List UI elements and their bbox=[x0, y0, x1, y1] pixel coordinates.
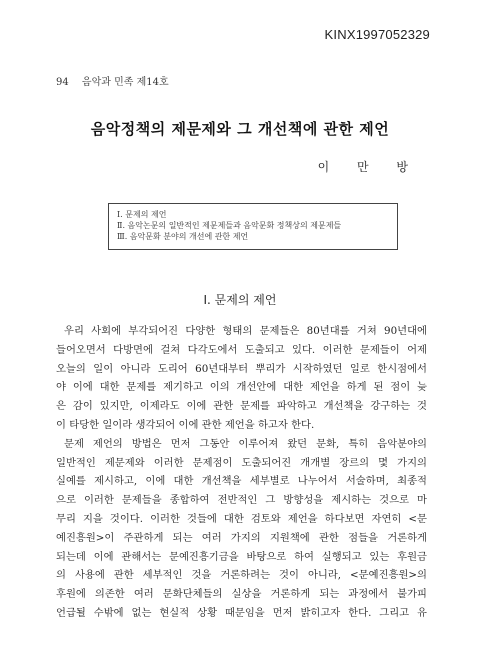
section-heading: Ⅰ. 문제의 제언 bbox=[203, 293, 277, 307]
text-line: 오늘의 일이 아니라 도리어 60년대부터 뿌리가 시작하였던 일로 한시점에서 bbox=[56, 362, 427, 375]
toc-item: Ⅲ. 음악문화 분야의 개선에 관한 제언 bbox=[117, 232, 249, 241]
text-line: 문제 제언의 방법은 먼저 그동안 이루어져 왔던 문화, 특히 음악분야의 bbox=[64, 437, 427, 450]
text-line: 으로 이러한 문제들을 종합하여 전반적인 그 방향성을 제시하는 것으로 마 bbox=[56, 494, 427, 507]
text-line: 예진흥원>이 주관하게 되는 여러 가지의 지원책에 관한 점들을 거론하게 bbox=[56, 531, 427, 544]
table-of-contents bbox=[108, 203, 398, 250]
text-line: 되는데 이에 관해서는 문예진흥기금을 바탕으로 하여 실행되고 있는 후원금 bbox=[56, 550, 427, 563]
text-line: 실예를 제시하고, 이에 대한 개선책을 세부별로 나누어서 서술하며, 최종적 bbox=[56, 475, 427, 488]
paper-title: 음악정책의 제문제와 그 개선책에 관한 제언 bbox=[90, 120, 390, 138]
toc-item: Ⅱ. 음악논문의 일반적인 제문제들과 음악문화 정책상의 제문제들 bbox=[117, 221, 342, 230]
text-line: 언급될 수밖에 없는 현실적 상황 때문임을 먼저 밝히고자 한다. 그리고 유 bbox=[56, 606, 427, 619]
page-number: 94 bbox=[56, 77, 69, 88]
text-line: 무리 지을 것이다. 이러한 것들에 대한 검토와 제언을 하다보면 자연히 <문 bbox=[56, 512, 427, 525]
text-line: 이 타당한 일이라 생각되어 이에 관한 제언을 하고자 한다. bbox=[56, 418, 315, 431]
text-line: 들어오면서 다방면에 걸쳐 다각도에서 도출되고 있다. 이러한 문제들이 어제 bbox=[56, 343, 427, 356]
text-line: 우리 사회에 부각되어진 다양한 형태의 문제들은 80년대를 거쳐 90년대에 bbox=[64, 325, 427, 337]
journal-name: 음악과 민족 제14호 bbox=[81, 77, 169, 88]
text-line: 야 이에 대한 문제를 제기하고 이의 개선안에 대한 제언을 하게 된 점이 늦 bbox=[56, 381, 427, 394]
author-name: 이 만 방 bbox=[317, 160, 420, 174]
toc-item: Ⅰ. 문제의 제언 bbox=[117, 210, 167, 219]
body-paragraphs bbox=[56, 322, 427, 623]
text-line: 후원에 의존한 여러 문화단체들의 실상을 거론하게 되는 과정에서 불가피 bbox=[56, 588, 427, 601]
text-line: 일반적인 제문제와 이러한 문제점이 도출되어진 개개별 장르의 몇 가지의 bbox=[56, 456, 427, 469]
text-line: 의 사용에 관한 세부적인 것을 거론하려는 것이 아니라, <문예진흥원>의 bbox=[56, 569, 427, 582]
document-id: KINX1997052329 bbox=[324, 27, 430, 42]
text-line: 은 감이 있지만, 이제라도 이에 관한 문제를 파악하고 개선책을 강구하는 것 bbox=[56, 400, 427, 413]
running-head bbox=[56, 73, 169, 88]
